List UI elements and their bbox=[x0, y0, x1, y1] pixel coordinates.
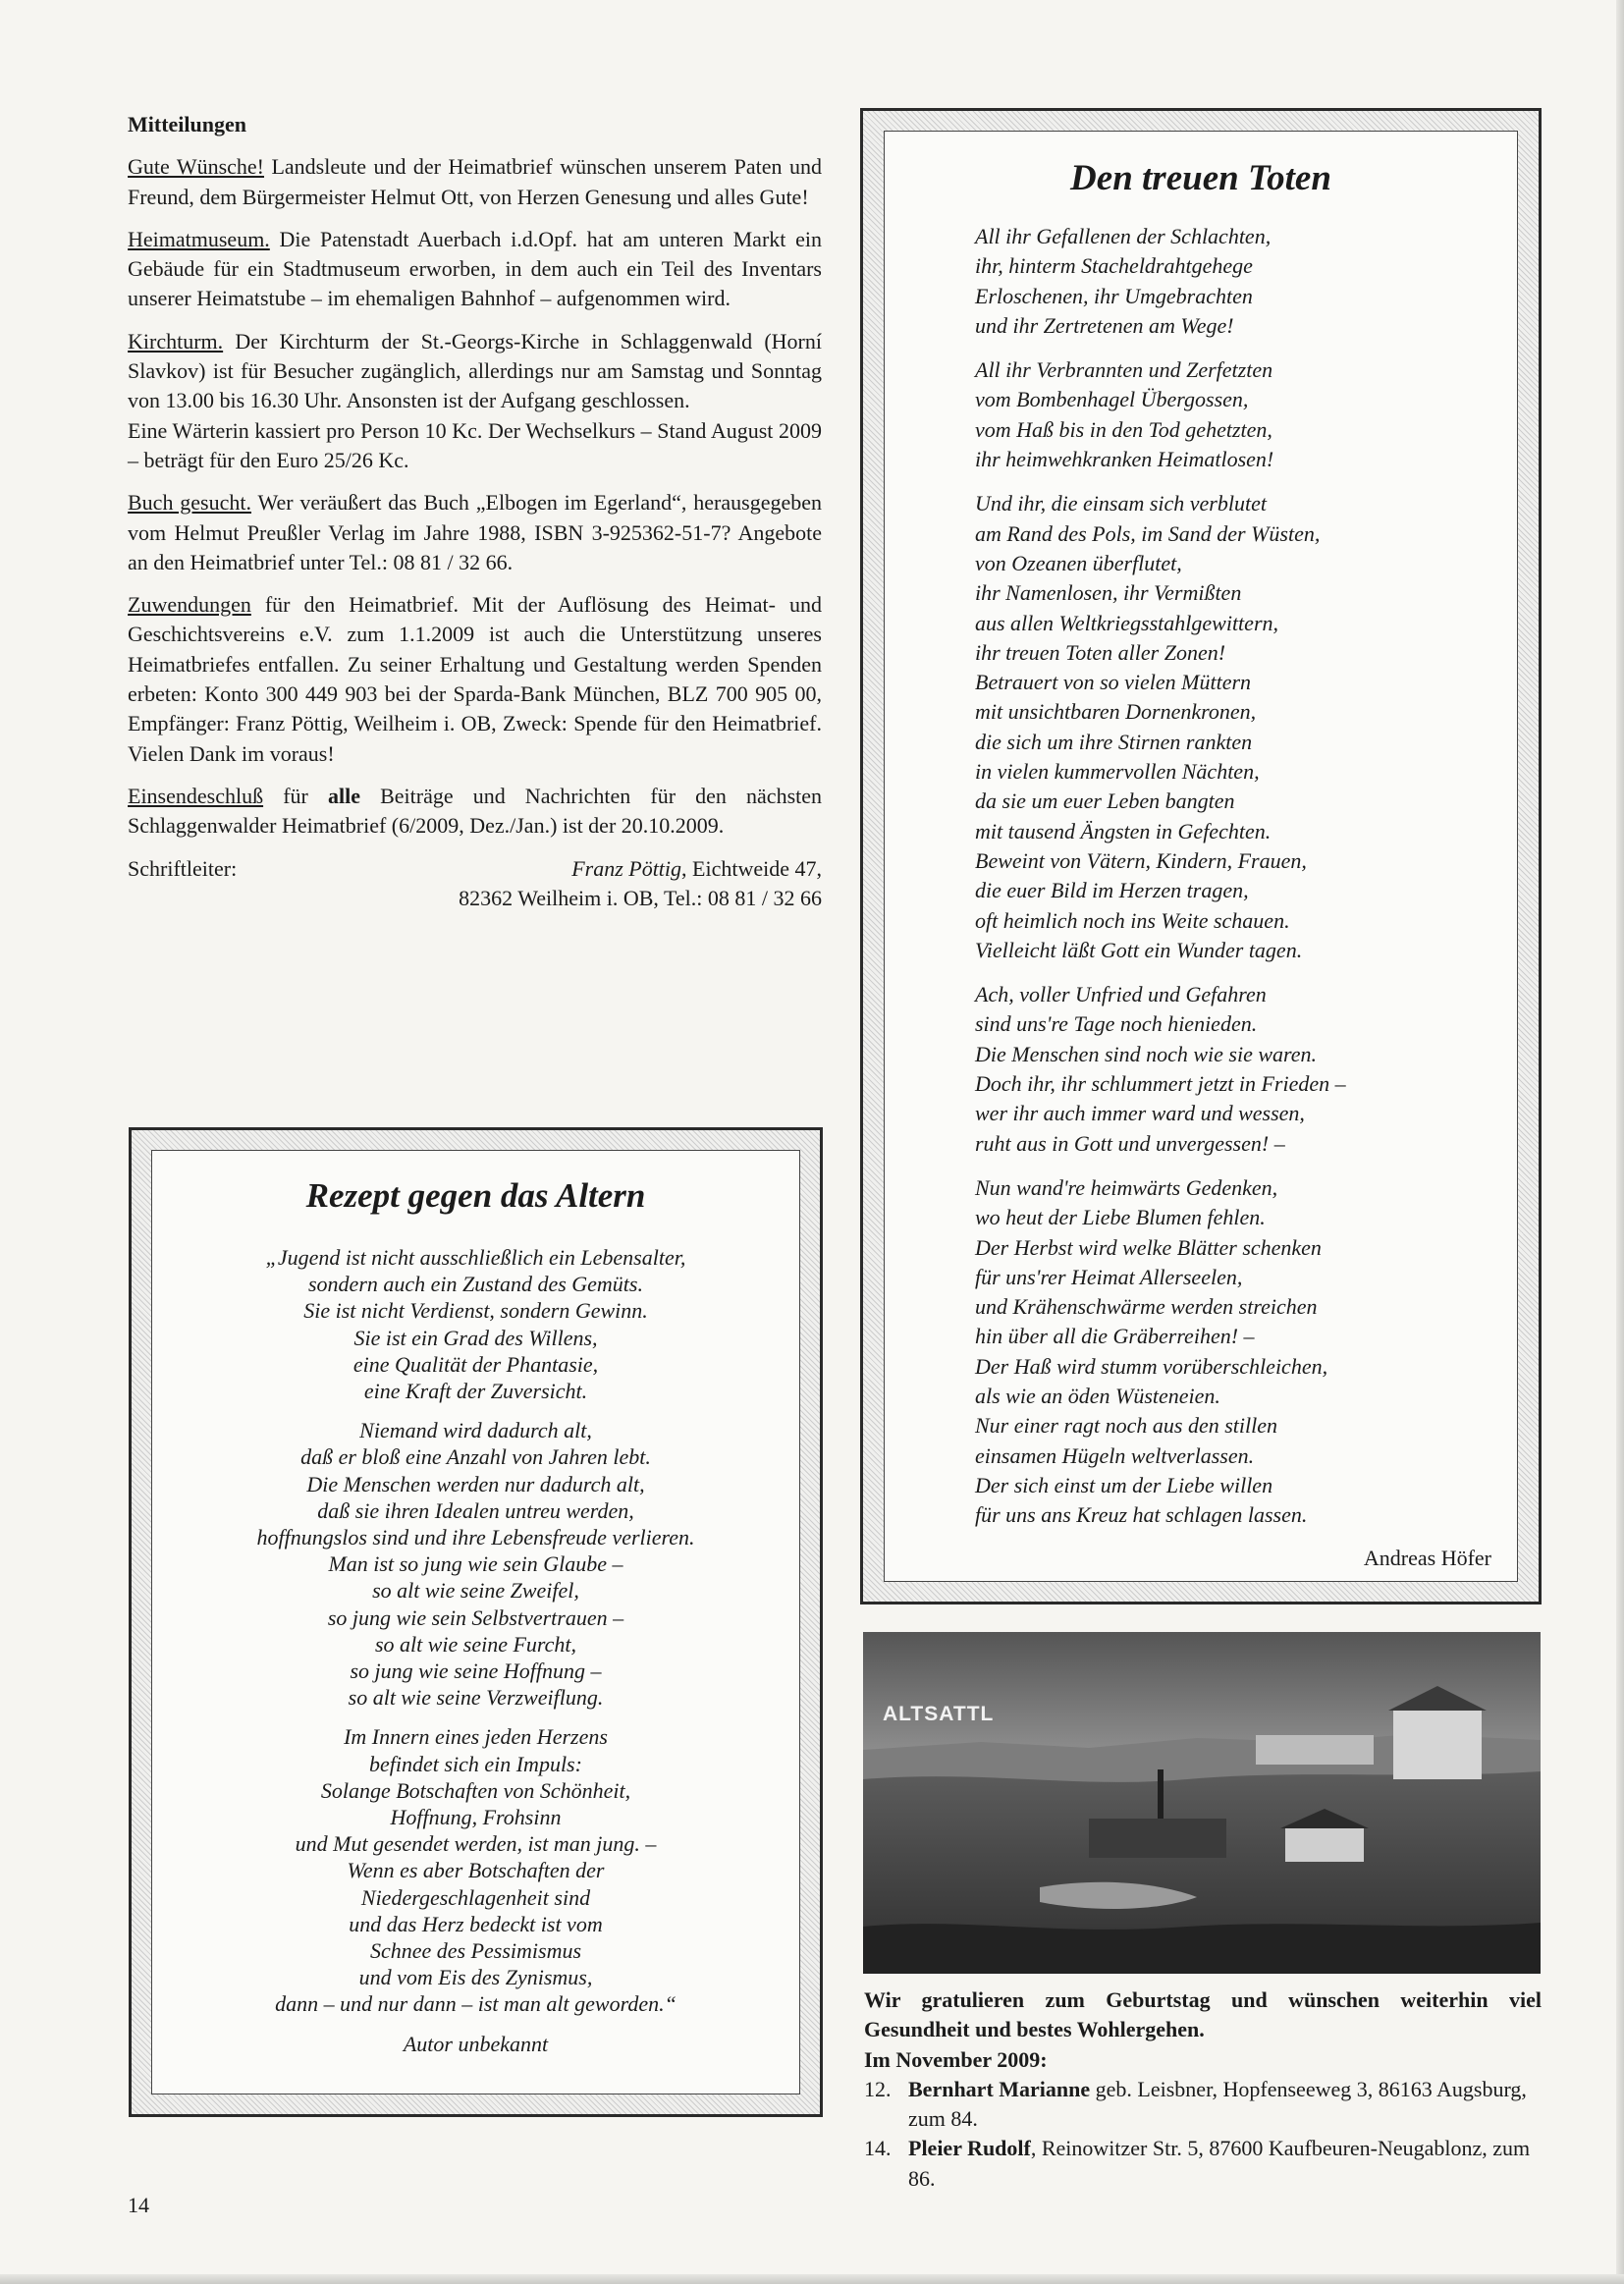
poem-line: Ach, voller Unfried und Gefahren bbox=[975, 982, 1267, 1007]
poem-stanza bbox=[152, 1417, 799, 1711]
poem-line: Nun wand're heimwärts Gedenken, bbox=[975, 1174, 1278, 1200]
poem-stanza bbox=[152, 1244, 799, 1404]
announcement-buch-gesucht bbox=[128, 488, 822, 577]
poem-stanza bbox=[975, 489, 1497, 965]
poem-line: und vom Eis des Zynismus, bbox=[358, 1965, 593, 1990]
poem-line: Vielleicht läßt Gott ein Wunder tagen. bbox=[975, 937, 1303, 962]
poem-line: Man ist so jung wie sein Glaube – bbox=[328, 1551, 623, 1577]
poem-line: daß sie ihren Idealen untreu werden, bbox=[317, 1497, 634, 1523]
announcement-zuwendungen bbox=[128, 590, 822, 769]
announcement-kirchturm bbox=[128, 327, 822, 475]
announcement-heimatmuseum bbox=[128, 225, 822, 314]
poem-line: dann – und nur dann – ist man alt geworden.“ bbox=[275, 1991, 677, 2017]
rezept-box-inner bbox=[151, 1150, 800, 2094]
rezept-title: Rezept gegen das Altern bbox=[305, 1176, 646, 1215]
poem-line: Erloschenen, ihr Umgebrachten bbox=[975, 283, 1253, 308]
poem-line: da sie um euer Leben bangten bbox=[975, 789, 1235, 814]
poem-line: Der Herbst wird welke Blätter schenken bbox=[975, 1234, 1322, 1260]
poem-line: so alt wie seine Zweifel, bbox=[372, 1578, 579, 1604]
photo-caption-label: ALTSATTL bbox=[883, 1703, 995, 1725]
announcement-gute-wuensche bbox=[128, 152, 822, 212]
editor-label: Schriftleiter: bbox=[128, 855, 238, 881]
poem-line: ihr Namenlosen, ihr Vermißten bbox=[975, 580, 1242, 606]
poem-line: All ihr Gefallenen der Schlachten, bbox=[975, 224, 1272, 248]
toten-author: Andreas Höfer bbox=[1363, 1546, 1491, 1570]
poem-line: Betrauert von so vielen Müttern bbox=[975, 670, 1252, 695]
birthday-day: 12. bbox=[864, 2076, 892, 2101]
birthday-section bbox=[864, 1985, 1542, 2194]
poem-line: Sie ist ein Grad des Willens, bbox=[353, 1325, 598, 1350]
poem-line: ruht aus in Gott und unvergessen! – bbox=[975, 1130, 1285, 1156]
list-item bbox=[864, 2134, 1542, 2194]
birthday-name: Bernhart Marianne bbox=[908, 2076, 1091, 2101]
poem-line: hoffnungslos sind und ihre Lebensfreude verlieren. bbox=[256, 1525, 695, 1550]
landscape-photo-illustration bbox=[863, 1632, 1541, 1974]
poem-line: so jung wie sein Selbstvertrauen – bbox=[327, 1604, 624, 1630]
announcement-deadline bbox=[128, 782, 822, 842]
poem-line: Sie ist nicht Verdienst, sondern Gewinn. bbox=[303, 1298, 648, 1324]
poem-line: mit unsichtbaren Dornenkronen, bbox=[975, 699, 1257, 725]
poem-line: Solange Botschaften von Schönheit, bbox=[320, 1777, 631, 1803]
poem-line: und ihr Zertretenen am Wege! bbox=[975, 312, 1234, 338]
poem-line: einsamen Hügeln weltverlassen. bbox=[975, 1442, 1255, 1468]
announcement-keyword: Gute Wünsche! bbox=[128, 154, 265, 180]
rezept-box bbox=[129, 1127, 823, 2117]
poem-line: Die Menschen sind noch wie sie waren. bbox=[975, 1041, 1318, 1066]
poem-line: so jung wie seine Hoffnung – bbox=[350, 1659, 602, 1684]
section-heading: Mitteilungen bbox=[128, 112, 246, 136]
poem-line: ihr heimwehkranken Heimatlosen! bbox=[975, 447, 1274, 472]
poem-line: wer ihr auch immer ward und wessen, bbox=[975, 1101, 1305, 1126]
deadline-text-pre: für bbox=[263, 783, 328, 808]
announcement-text: Die Patenstadt Auerbach i.d.Opf. hat am unteren Markt ein Gebäude für ein Stadtmuseum erworben, in dem auch ein Teil des Inventars unserer Heimatstube – im ehemaligen Bahnhof – aufgenommen wird. bbox=[128, 226, 822, 311]
poem-line: hin über all die Gräberreihen! – bbox=[975, 1324, 1255, 1349]
editor-address-line2: 82362 Weilheim i. OB, Tel.: 08 81 / 32 66 bbox=[459, 885, 822, 910]
poem-stanza bbox=[152, 2031, 799, 2057]
announcement-keyword: Einsendeschluß bbox=[128, 783, 264, 808]
announcement-text: Landsleute und der Heimatbrief wünschen unserem Paten und Freund, dem Bürgermeister Helmut Ott, von Herzen Genesung und alles Gute! bbox=[128, 154, 822, 209]
poem-line: Und ihr, die einsam sich verblutet bbox=[975, 491, 1267, 517]
poem-line: Der Haß wird stumm vorüberschleichen, bbox=[975, 1353, 1328, 1379]
rezept-poem bbox=[152, 1244, 799, 2070]
poem-line: Doch ihr, ihr schlummert jetzt in Frieden – bbox=[975, 1071, 1346, 1097]
poem-stanza bbox=[975, 355, 1497, 474]
toten-box bbox=[860, 108, 1542, 1604]
poem-line: am Rand des Pols, im Sand der Wüsten, bbox=[975, 520, 1321, 546]
poem-line: Die Menschen werden nur dadurch alt, bbox=[306, 1471, 645, 1496]
announcement-keyword: Buch gesucht. bbox=[128, 490, 251, 516]
announcement-text: für den Heimatbrief. Mit der Auflösung des Heimat- und Geschichtsvereins e.V. zum 1.1.2009 ist auch die Unterstützung unseres Heimatbriefes entfallen. Zu seiner Erhaltung und Gestaltung werden Spenden erbeten: Konto 300 449 903 bei der Sparda-Bank München, BLZ 700 905 00, Empfänger: Franz Pöttig, Weilheim i. OB, Zweck: Spende für den Heimatbrief. Vielen Dank im voraus! bbox=[128, 592, 822, 766]
birthday-name: Pleier Rudolf bbox=[908, 2136, 1031, 2161]
announcement-text: Der Kirchturm der St.-Georgs-Kirche in Schlaggenwald (Horní Slavkov) ist für Besucher zugänglich, allerdings nur am Samstag und Sonntag von 13.00 bis 16.30 Uhr. Ansonsten ist der Aufgang geschlossen. bbox=[128, 328, 822, 413]
poem-line: als wie an öden Wüsteneien. bbox=[975, 1383, 1220, 1408]
announcements-column bbox=[128, 110, 822, 913]
poem-line: Autor unbekannt bbox=[403, 2031, 549, 2056]
editor-address: , Eichtweide 47, bbox=[681, 855, 822, 881]
page-edge-right bbox=[1616, 0, 1624, 2284]
page-number: 14 bbox=[128, 2193, 149, 2217]
poem-line: wo heut der Liebe Blumen fehlen. bbox=[975, 1205, 1266, 1230]
poem-line: sind uns're Tage noch hienieden. bbox=[975, 1011, 1258, 1037]
poem-line: und Mut gesendet werden, ist man jung. – bbox=[295, 1831, 657, 1857]
announcement-text: Wer veräußert das Buch „Elbogen im Egerland“, herausgegeben vom Helmut Preußler Verlag im Jahre 1988, ISBN 3-925362-51-7? Angebote an den Heimatbrief unter Tel.: 08 81 / 32 66. bbox=[128, 490, 822, 574]
poem-stanza bbox=[975, 1173, 1497, 1531]
poem-line: Beweint von Vätern, Kindern, Frauen, bbox=[975, 847, 1307, 873]
altsattl-photo bbox=[863, 1632, 1541, 1974]
toten-poem bbox=[975, 222, 1497, 1545]
list-item bbox=[864, 2075, 1542, 2135]
poem-line: oft heimlich noch ins Weite schauen. bbox=[975, 907, 1290, 933]
toten-title: Den treuen Toten bbox=[1070, 158, 1331, 198]
birthday-details: geb. Leisbner, Hopfenseeweg 3, 86163 Augsburg, zum 84. bbox=[908, 2076, 1527, 2132]
toten-box-inner bbox=[884, 131, 1518, 1582]
poem-line: eine Qualität der Phantasie, bbox=[352, 1351, 599, 1377]
announcement-keyword: Heimatmuseum. bbox=[128, 226, 270, 251]
poem-line: und Krähenschwärme werden streichen bbox=[975, 1294, 1318, 1320]
poem-line: All ihr Verbrannten und Zerfetzten bbox=[975, 357, 1273, 383]
poem-line: die euer Bild im Herzen tragen, bbox=[975, 878, 1249, 903]
poem-line: Schnee des Pessimismus bbox=[369, 1938, 582, 1964]
poem-line: aus allen Weltkriegsstahlgewittern, bbox=[975, 610, 1278, 635]
poem-line: für uns'rer Heimat Allerseelen, bbox=[975, 1264, 1243, 1289]
poem-line: Hoffnung, Frohsinn bbox=[390, 1805, 562, 1830]
deadline-text-post: Beiträge und Nachrichten für den nächsten Schlaggenwalder Heimatbrief (6/2009, Dez./Jan.) ist der 20.10.2009. bbox=[128, 783, 823, 839]
poem-line: in vielen kummervollen Nächten, bbox=[975, 759, 1260, 785]
poem-stanza bbox=[975, 222, 1497, 341]
poem-line: und das Herz bedeckt ist vom bbox=[349, 1911, 603, 1936]
page-edge-bottom bbox=[0, 2274, 1624, 2284]
poem-line: befindet sich ein Impuls: bbox=[369, 1751, 582, 1776]
poem-line: Der sich einst um der Liebe willen bbox=[975, 1472, 1273, 1497]
birthday-month: Im November 2009: bbox=[864, 2046, 1048, 2072]
poem-line: Niedergeschlagenheit sind bbox=[360, 1884, 591, 1910]
poem-line: ihr, hinterm Stacheldrahtgehege bbox=[975, 253, 1253, 279]
poem-line: Im Innern eines jeden Herzens bbox=[344, 1724, 608, 1750]
poem-line: die sich um ihre Stirnen rankten bbox=[975, 729, 1253, 754]
birthday-day: 14. bbox=[864, 2136, 892, 2161]
announcement-keyword: Zuwendungen bbox=[128, 592, 251, 618]
deadline-bold: alle bbox=[327, 783, 360, 808]
poem-line: so alt wie seine Verzweiflung. bbox=[348, 1685, 604, 1711]
poem-line: Nur einer ragt noch aus den stillen bbox=[975, 1413, 1277, 1439]
announcement-extra: Eine Wärterin kassiert pro Person 10 Kc. Der Wechselkurs – Stand August 2009 – beträgt für den Euro 25/26 Kc. bbox=[128, 417, 822, 472]
birthday-details: , Reinowitzer Str. 5, 87600 Kaufbeuren-Neugablonz, zum 86. bbox=[908, 2136, 1531, 2191]
editor-name: Franz Pöttig bbox=[571, 855, 682, 881]
poem-line: vom Bombenhagel Übergossen, bbox=[975, 387, 1249, 412]
poem-line: ihr treuen Toten aller Zonen! bbox=[975, 639, 1226, 665]
poem-line: so alt wie seine Furcht, bbox=[374, 1631, 577, 1657]
poem-line: „Jugend ist nicht ausschließlich ein Lebensalter, bbox=[265, 1245, 686, 1270]
editor-credit bbox=[128, 854, 822, 914]
poem-line: sondern auch ein Zustand des Gemüts. bbox=[308, 1272, 643, 1297]
poem-line: vom Haß bis in den Tod gehetzten, bbox=[975, 416, 1272, 442]
announcement-keyword: Kirchturm. bbox=[128, 328, 224, 353]
poem-line: Wenn es aber Botschaften der bbox=[347, 1858, 605, 1883]
poem-line: mit tausend Ängsten in Gefechten. bbox=[975, 818, 1272, 843]
birthday-intro: Wir gratulieren zum Geburtstag und wünschen weiterhin viel Gesundheit und bestes Wohlergehen. bbox=[864, 1987, 1542, 2042]
poem-stanza bbox=[152, 1723, 799, 2017]
poem-line: von Ozeanen überflutet, bbox=[975, 550, 1182, 575]
poem-line: für uns ans Kreuz hat schlagen lassen. bbox=[975, 1502, 1308, 1528]
poem-line: eine Kraft der Zuversicht. bbox=[363, 1379, 588, 1404]
poem-line: daß er bloß eine Anzahl von Jahren lebt. bbox=[300, 1444, 651, 1470]
poem-stanza bbox=[975, 980, 1497, 1159]
poem-line: Niemand wird dadurch alt, bbox=[359, 1418, 592, 1443]
